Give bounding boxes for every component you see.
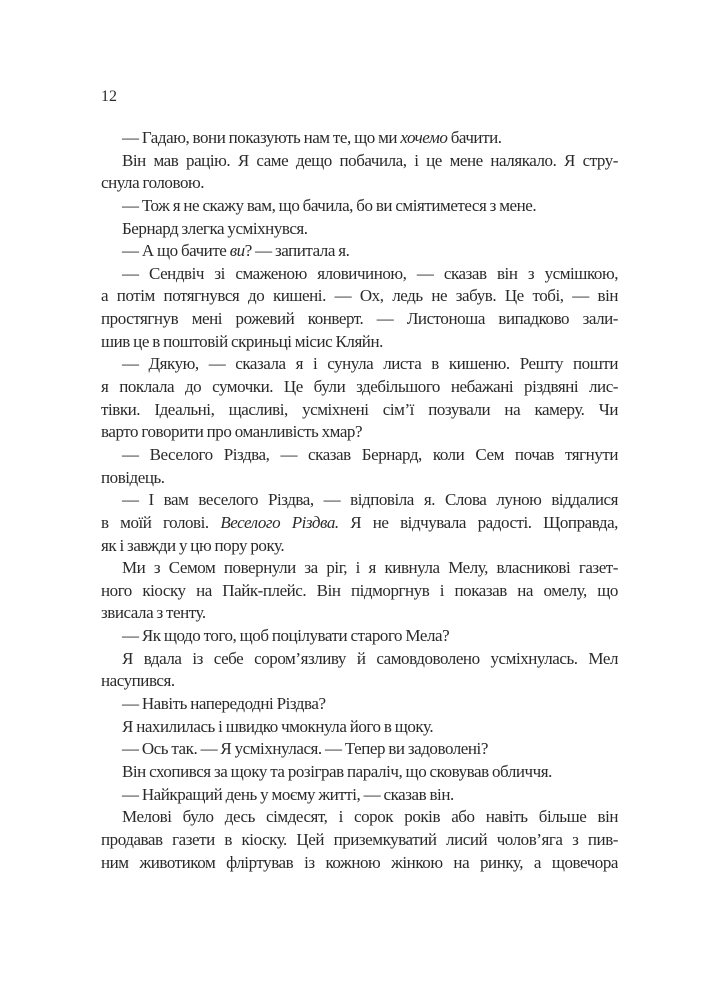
text-segment: ? — запитала я. bbox=[244, 241, 350, 261]
text-line bbox=[101, 489, 618, 512]
text-segment: Я вдала із себе сором’язливу й самовдоволено усміхнулась. Мел bbox=[122, 648, 618, 668]
text-segment: снула головою. bbox=[101, 173, 205, 193]
text-line bbox=[101, 670, 618, 693]
page-number: 12 bbox=[101, 88, 117, 105]
text-segment: Він мав рацію. Я саме дещо побачила, і це мене налякало. Я стру- bbox=[122, 150, 618, 170]
text-line bbox=[101, 240, 618, 263]
text-line bbox=[101, 331, 618, 354]
text-segment: шив це в поштовій скриньці місис Кляйн. bbox=[101, 331, 383, 351]
text-line bbox=[101, 218, 618, 241]
text-segment: — Веселого Різдва, — сказав Бернард, коли Сем почав тягнути bbox=[122, 444, 618, 464]
text-line bbox=[101, 467, 618, 490]
text-segment: — Як щодо того, щоб поцілувати старого Мела? bbox=[122, 626, 450, 646]
text-line bbox=[101, 127, 618, 150]
text-segment: — А що бачите bbox=[122, 241, 230, 261]
text-line bbox=[101, 761, 618, 784]
text-line bbox=[101, 738, 618, 761]
text-segment: бачити. bbox=[447, 128, 502, 147]
text-line bbox=[101, 150, 618, 173]
text-line bbox=[101, 580, 618, 603]
text-line bbox=[101, 806, 618, 829]
text-line bbox=[101, 693, 618, 716]
text-segment: простягнув мені рожевий конверт. — Листоноша випадково зали- bbox=[101, 309, 618, 329]
text-segment: варто говорити про оманливість хмар? bbox=[101, 422, 363, 442]
text-segment: Мелові було десь сімдесят, і сорок років або навіть більше він bbox=[122, 807, 618, 827]
text-line bbox=[101, 399, 618, 422]
text-line bbox=[101, 263, 618, 286]
text-segment: звисала з тенту. bbox=[101, 603, 206, 623]
text-segment: Ми з Семом повернули за ріг, і я кивнула Мелу, власникові газет- bbox=[122, 558, 618, 578]
text-line bbox=[101, 172, 618, 195]
text-segment: повідець. bbox=[101, 467, 165, 487]
text-line bbox=[101, 602, 618, 625]
text-line bbox=[101, 784, 618, 807]
text-segment: — Дякую, — сказала я і сунула листа в кишеню. Решту пошти bbox=[122, 354, 618, 374]
text-line bbox=[101, 376, 618, 399]
text-segment: Я не відчувала радості. Щоправда, bbox=[338, 512, 618, 532]
text-line bbox=[101, 535, 618, 558]
text-segment: — Навіть напередодні Різдва? bbox=[122, 694, 326, 714]
text-segment: я поклала до сумочки. Це були здебільшого небажані різдвяні лис- bbox=[101, 377, 618, 397]
text-segment: ним животиком фліртував із кожною жінкою на ринку, а щовечора bbox=[101, 852, 618, 872]
text-segment: ного кіоску на Пайк-плейс. Він підморгнув і показав на омелу, що bbox=[101, 580, 618, 600]
text-line bbox=[101, 285, 618, 308]
text-line bbox=[101, 648, 618, 671]
text-segment: — Сендвіч зі смаженою яловичиною, — сказав він з усмішкою, bbox=[122, 263, 618, 283]
text-line bbox=[101, 557, 618, 580]
text-segment: — Найкращий день у моєму житті, — сказав він. bbox=[122, 784, 454, 804]
text-line bbox=[101, 625, 618, 648]
italic-text: хочемо bbox=[400, 128, 448, 147]
text-segment: Я нахилилась і швидко чмокнула його в щоку. bbox=[122, 716, 434, 736]
text-segment: як і завжди у цю пору року. bbox=[101, 535, 285, 555]
text-line bbox=[101, 829, 618, 852]
text-line bbox=[101, 195, 618, 218]
text-line bbox=[101, 716, 618, 739]
body-text bbox=[101, 127, 618, 874]
text-line bbox=[101, 353, 618, 376]
text-segment: — Гадаю, вони показують нам те, що ми bbox=[122, 128, 401, 147]
italic-text: ви bbox=[229, 241, 245, 261]
text-segment: в моїй голові. bbox=[101, 512, 221, 532]
text-segment: Бернард злегка усміхнувся. bbox=[122, 218, 308, 238]
text-line bbox=[101, 421, 618, 444]
text-segment: — І вам веселого Різдва, — відповіла я. Слова луною віддалися bbox=[122, 490, 618, 510]
text-segment: — Ось так. — Я усміхнулася. — Тепер ви задоволені? bbox=[122, 739, 488, 759]
text-segment: тівки. Ідеальні, щасливі, усміхнені сім’ї позували на камеру. Чи bbox=[101, 399, 618, 419]
text-line bbox=[101, 444, 618, 467]
text-segment: — Тож я не скажу вам, що бачила, бо ви сміятиметеся з мене. bbox=[122, 195, 537, 215]
text-line bbox=[101, 852, 618, 875]
italic-text: Веселого Різдва. bbox=[220, 512, 339, 532]
text-line bbox=[101, 308, 618, 331]
text-segment: продавав газети в кіоску. Цей приземкуватий лисий чолов’яга з пив- bbox=[101, 829, 618, 849]
text-segment: а потім потягнувся до кишені. — Ох, ледь не забув. Це тобі, — він bbox=[101, 286, 618, 306]
text-segment: Він схопився за щоку та розіграв параліч, що сковував обличчя. bbox=[122, 761, 552, 781]
text-line bbox=[101, 512, 618, 535]
text-segment: насупився. bbox=[101, 671, 175, 691]
